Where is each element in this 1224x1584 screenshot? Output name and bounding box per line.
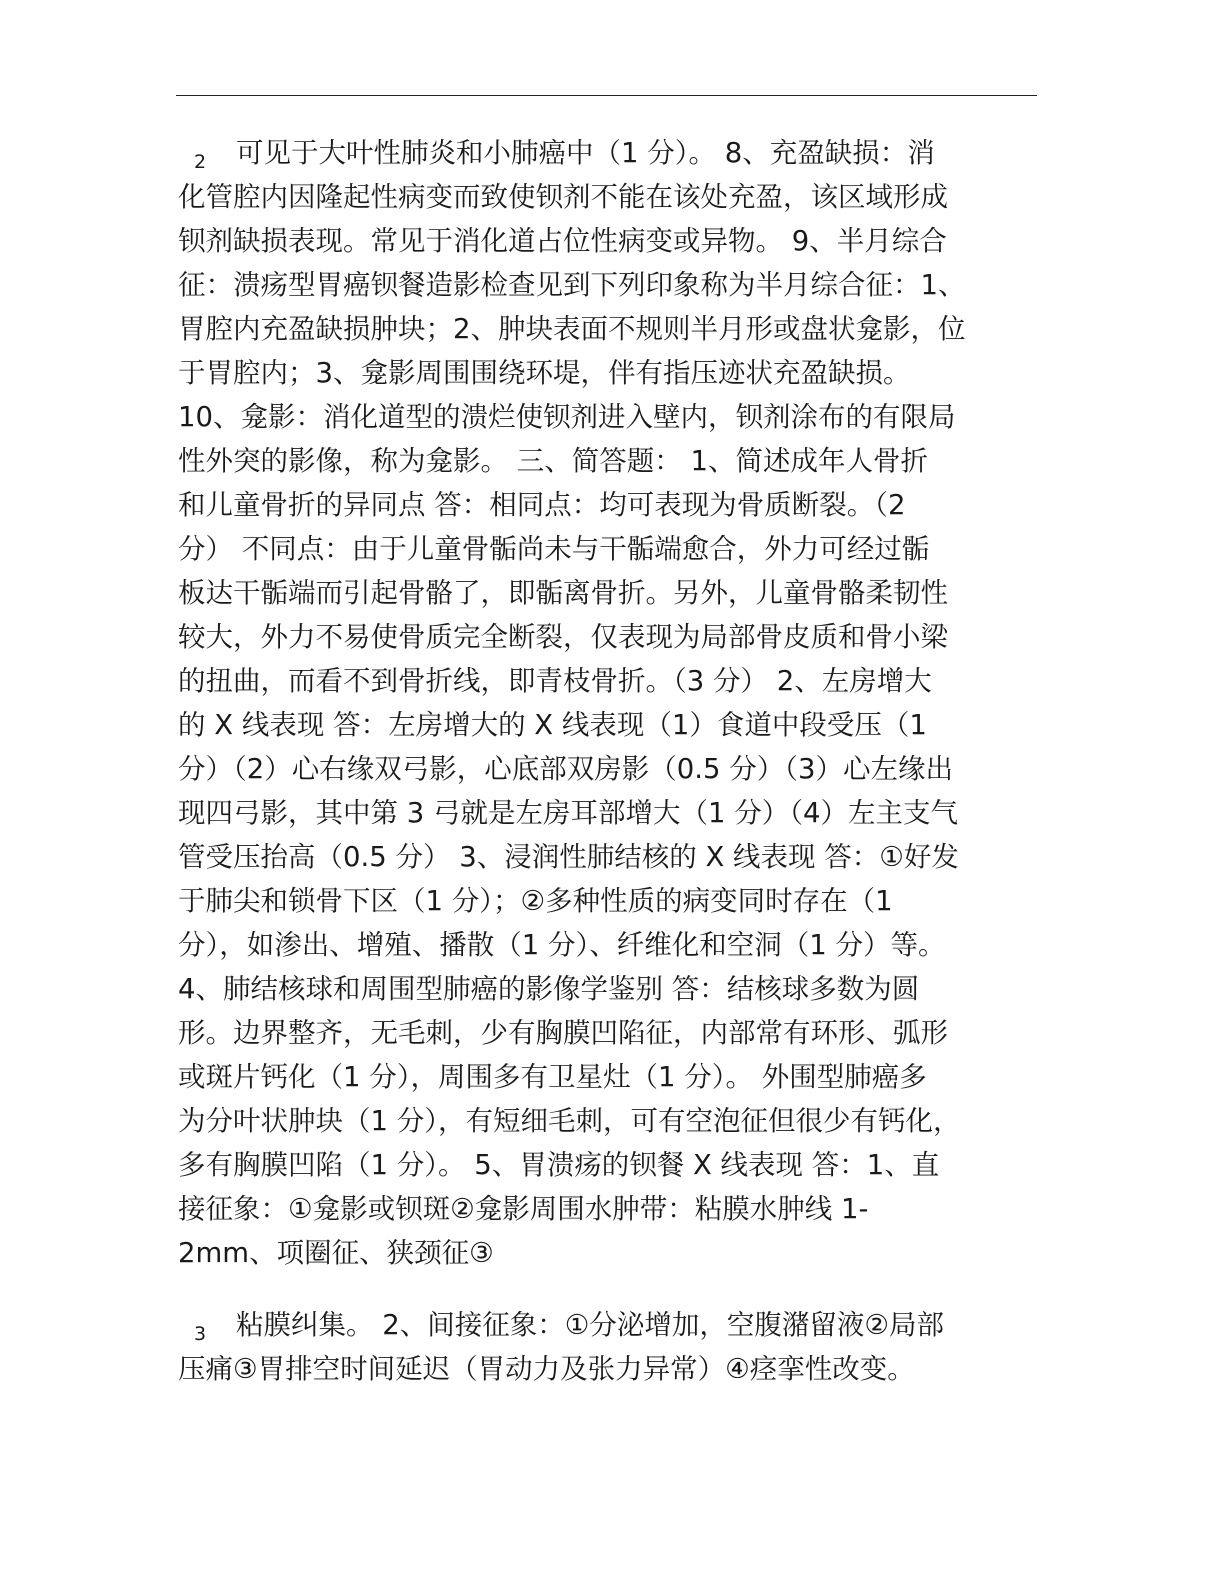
text-line: 接征象：①龛影或钡斑②龛影周围水肿带：粘膜水肿线 1- bbox=[178, 1193, 869, 1225]
text-block-page-2 bbox=[178, 131, 1040, 1275]
text-line: 形。边界整齐，无毛刺，少有胸膜凹陷征，内部常有环形、弧形 bbox=[178, 1017, 948, 1049]
text-line: 的 X 线表现 答：左房增大的 X 线表现（1）食道中段受压（1 bbox=[178, 709, 927, 741]
text-line: 于肺尖和锁骨下区（1 分）；②多种性质的病变同时存在（1 bbox=[178, 885, 893, 917]
text-line: 2mm、项圈征、狭颈征③ bbox=[178, 1237, 494, 1269]
text-line: 板达干骺端而引起骨骼了，即骺离骨折。另外，儿童骨骼柔韧性 bbox=[178, 577, 948, 609]
text-line: 分） 不同点：由于儿童骨骺尚未与干骺端愈合，外力可经过骺 bbox=[178, 533, 930, 565]
text-line: 性外突的影像，称为龛影。 三、简答题： 1、简述成年人骨折 bbox=[178, 445, 928, 477]
text-line: 征：溃疡型胃癌钡餐造影检查见到下列印象称为半月综合征：1、 bbox=[178, 269, 966, 301]
text-line: 钡剂缺损表现。常见于消化道占位性病变或异物。 9、半月综合 bbox=[178, 225, 947, 257]
text-line: 的扭曲，而看不到骨折线，即青枝骨折。（3 分） 2、左房增大 bbox=[178, 665, 932, 697]
text-line: 4、肺结核球和周围型肺癌的影像学鉴别 答：结核球多数为圆 bbox=[178, 973, 920, 1005]
text-line: 管受压抬高（0.5 分） 3、浸润性肺结核的 X 线表现 答：①好发 bbox=[178, 841, 959, 873]
text-line: 于胃腔内；3、龛影周围围绕环堤，伴有指压迹状充盈缺损。 bbox=[178, 357, 911, 389]
text-line: 化管腔内因隆起性病变而致使钡剂不能在该处充盈，该区域形成 bbox=[178, 181, 948, 213]
text-line: 胃腔内充盈缺损肿块；2、肿块表面不规则半月形或盘状龛影，位 bbox=[178, 313, 966, 345]
text-line: 压痛③胃排空时间延迟（胃动力及张力异常）④痉挛性改变。 bbox=[178, 1353, 915, 1385]
text-line: 为分叶状肿块（1 分），有短细毛刺，可有空泡征但很少有钙化， bbox=[178, 1105, 961, 1137]
text-line: 较大，外力不易使骨质完全断裂，仅表现为局部骨皮质和骨小梁 bbox=[178, 621, 948, 653]
page-marker: 2 bbox=[194, 151, 207, 173]
text-line: 10、龛影：消化道型的溃烂使钡剂进入壁内，钡剂涂布的有限局 bbox=[178, 401, 956, 433]
text-line bbox=[178, 1303, 1040, 1347]
text-line: 分），如渗出、增殖、播散（1 分）、纤维化和空洞（1 分）等。 bbox=[178, 929, 946, 961]
text-line: 或斑片钙化（1 分），周围多有卫星灶（1 分）。 外围型肺癌多 bbox=[178, 1061, 927, 1093]
page-marker: 3 bbox=[194, 1323, 207, 1345]
text-line-content: 可见于大叶性肺炎和小肺癌中（1 分）。 8、充盈缺损：消 bbox=[236, 137, 935, 169]
text-block-page-3 bbox=[178, 1303, 1040, 1391]
text-line: 现四弓影，其中第 3 弓就是左房耳部增大（1 分）（4）左主支气 bbox=[178, 797, 958, 829]
text-line: 多有胸膜凹陷（1 分）。 5、胃溃疡的钡餐 X 线表现 答：1、直 bbox=[178, 1149, 940, 1181]
text-line bbox=[178, 131, 1040, 175]
header-rule bbox=[176, 95, 1037, 96]
text-line: 分）（2）心右缘双弓影，心底部双房影（0.5 分）（3）心左缘出 bbox=[178, 753, 953, 785]
text-line-content: 粘膜纠集。 2、间接征象：①分泌增加，空腹潴留液②局部 bbox=[236, 1309, 945, 1341]
text-line: 和儿童骨折的异同点 答：相同点：均可表现为骨质断裂。（2 bbox=[178, 489, 906, 521]
